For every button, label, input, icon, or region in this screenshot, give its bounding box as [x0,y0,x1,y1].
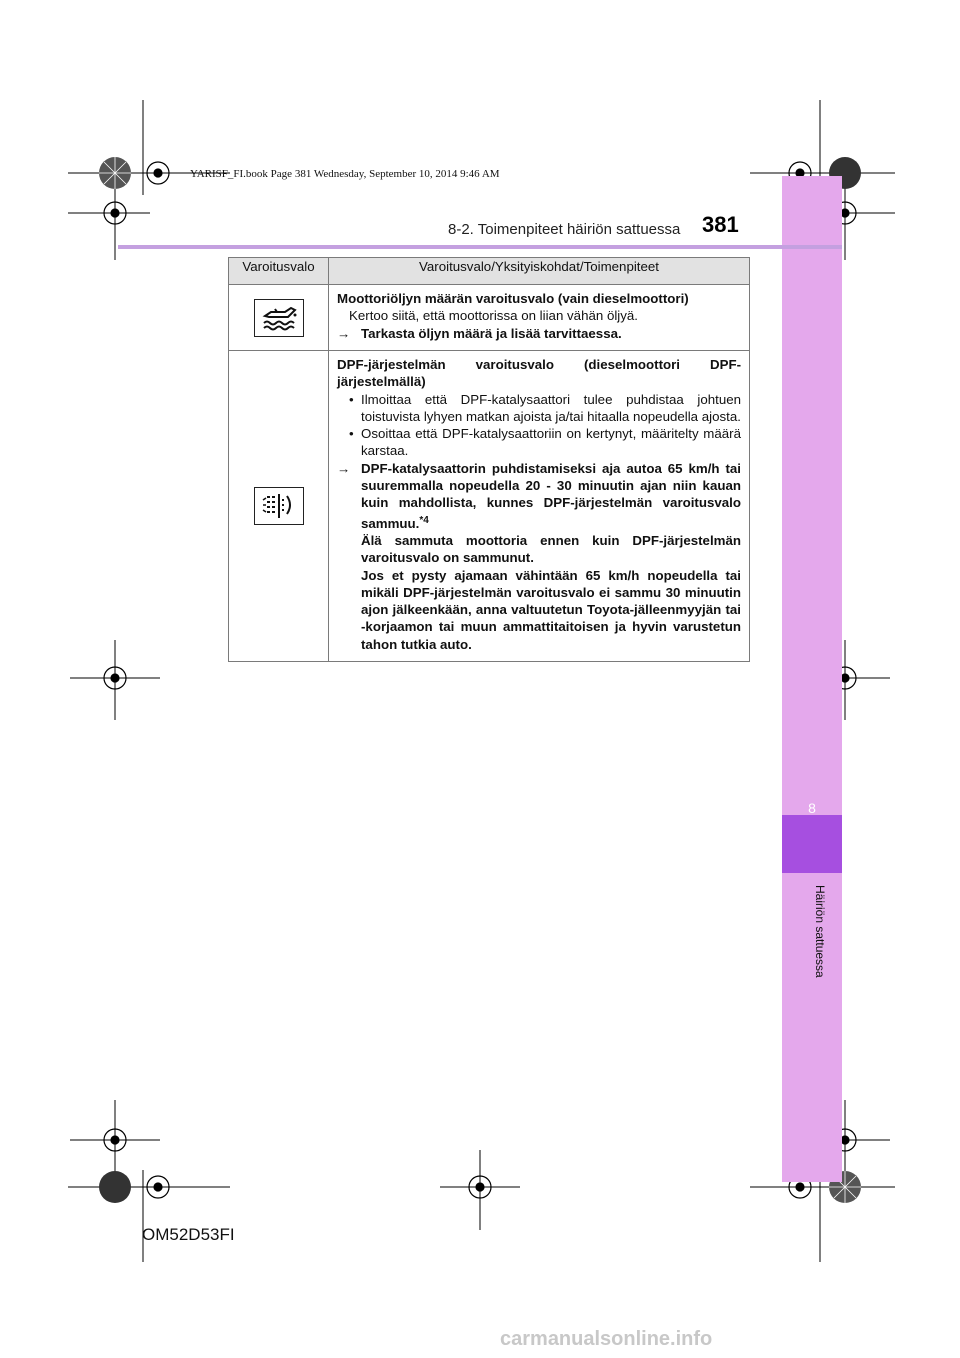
dpf-warning-icon [254,487,304,525]
bullet-icon: • [349,391,354,407]
column-header-details: Varoitusvalo/Yksityiskohdat/Toimenpiteet [329,258,750,285]
dpf-action-part3: Jos et pysty ajamaan vähintään 65 km/h nopeudella tai mikäli DPF-järjestelmän varoitusvalo ei sammu 30 minuutin ajon jälkeenkään, anna valtuutetun Toyota-jälleenmyyjän tai -korjaamon tai muun ammattitaitoisen ja hyvin varustetun tahon tutkia auto. [361,567,741,652]
bullet-icon: • [349,426,354,442]
footnote-ref: *4 [419,514,429,526]
book-stamp: YARISF_FI.book Page 381 Wednesday, September 10, 2014 9:46 AM [190,168,500,180]
dpf-bullet-1: Ilmoittaa että DPF-katalysaattori tulee puhdistaa johtuen toistuvista lyhyen matkan ajoista ja/tai hitaalla nopeudella ajosta. [361,391,741,424]
oil-level-description [329,285,750,351]
section-title: 8-2. Toimenpiteet häiriön sattuessa [448,221,681,238]
oil-level-action-text: Tarkasta öljyn määrä ja lisää tarvittaessa. [361,325,622,341]
page-number: 381 [702,212,739,237]
chapter-label: Häiriön sattuessa [813,885,827,978]
header-rule [118,245,842,249]
chapter-number: 8 [808,800,816,816]
arrow-icon: → [337,460,351,476]
document-code: OM52D53FI [142,1225,235,1244]
dpf-action-part2: Älä sammuta moottoria ennen kuin DPF-järjestelmän varoitusvalo on sammunut. [361,532,741,566]
table-row [229,351,750,662]
dpf-description [329,351,750,662]
chapter-side-tab [782,176,842,1182]
oil-level-action [337,325,741,342]
oil-level-line: Kertoo siitä, että moottorissa on liian vähän öljyä. [349,308,638,324]
table-row [229,285,750,351]
dpf-action-part1: DPF-katalysaattorin puhdistamiseksi aja autoa 65 km/h tai suuremmalla nopeudella 20 - 30 minuutin ajan niin kauan kuin mahdollista, kunnes DPF-järjestelmän varoitusvalo sammuu. [361,460,741,531]
warning-light-table [228,257,750,662]
icon-cell [229,351,329,662]
list-item [337,425,741,460]
table-header-row [229,258,750,285]
dpf-bullet-2: Osoittaa että DPF-katalysaattoriin on kertynyt, määritelty määrä karstaa. [361,426,741,459]
column-header-light: Varoitusvalo [229,258,329,285]
watermark: carmanualsonline.info [500,1328,713,1350]
list-item [337,391,741,426]
icon-cell [229,285,329,351]
oil-pressure-warning-icon [254,299,304,337]
arrow-icon: → [337,325,351,341]
oil-level-title: Moottoriöljyn määrän varoitusvalo (vain dieselmoottori) [337,291,689,306]
chapter-number-block [782,815,842,873]
dpf-action [337,460,741,653]
dpf-title: DPF-järjestelmän varoitusvalo (dieselmoottori DPF-järjestelmällä) [337,357,741,390]
